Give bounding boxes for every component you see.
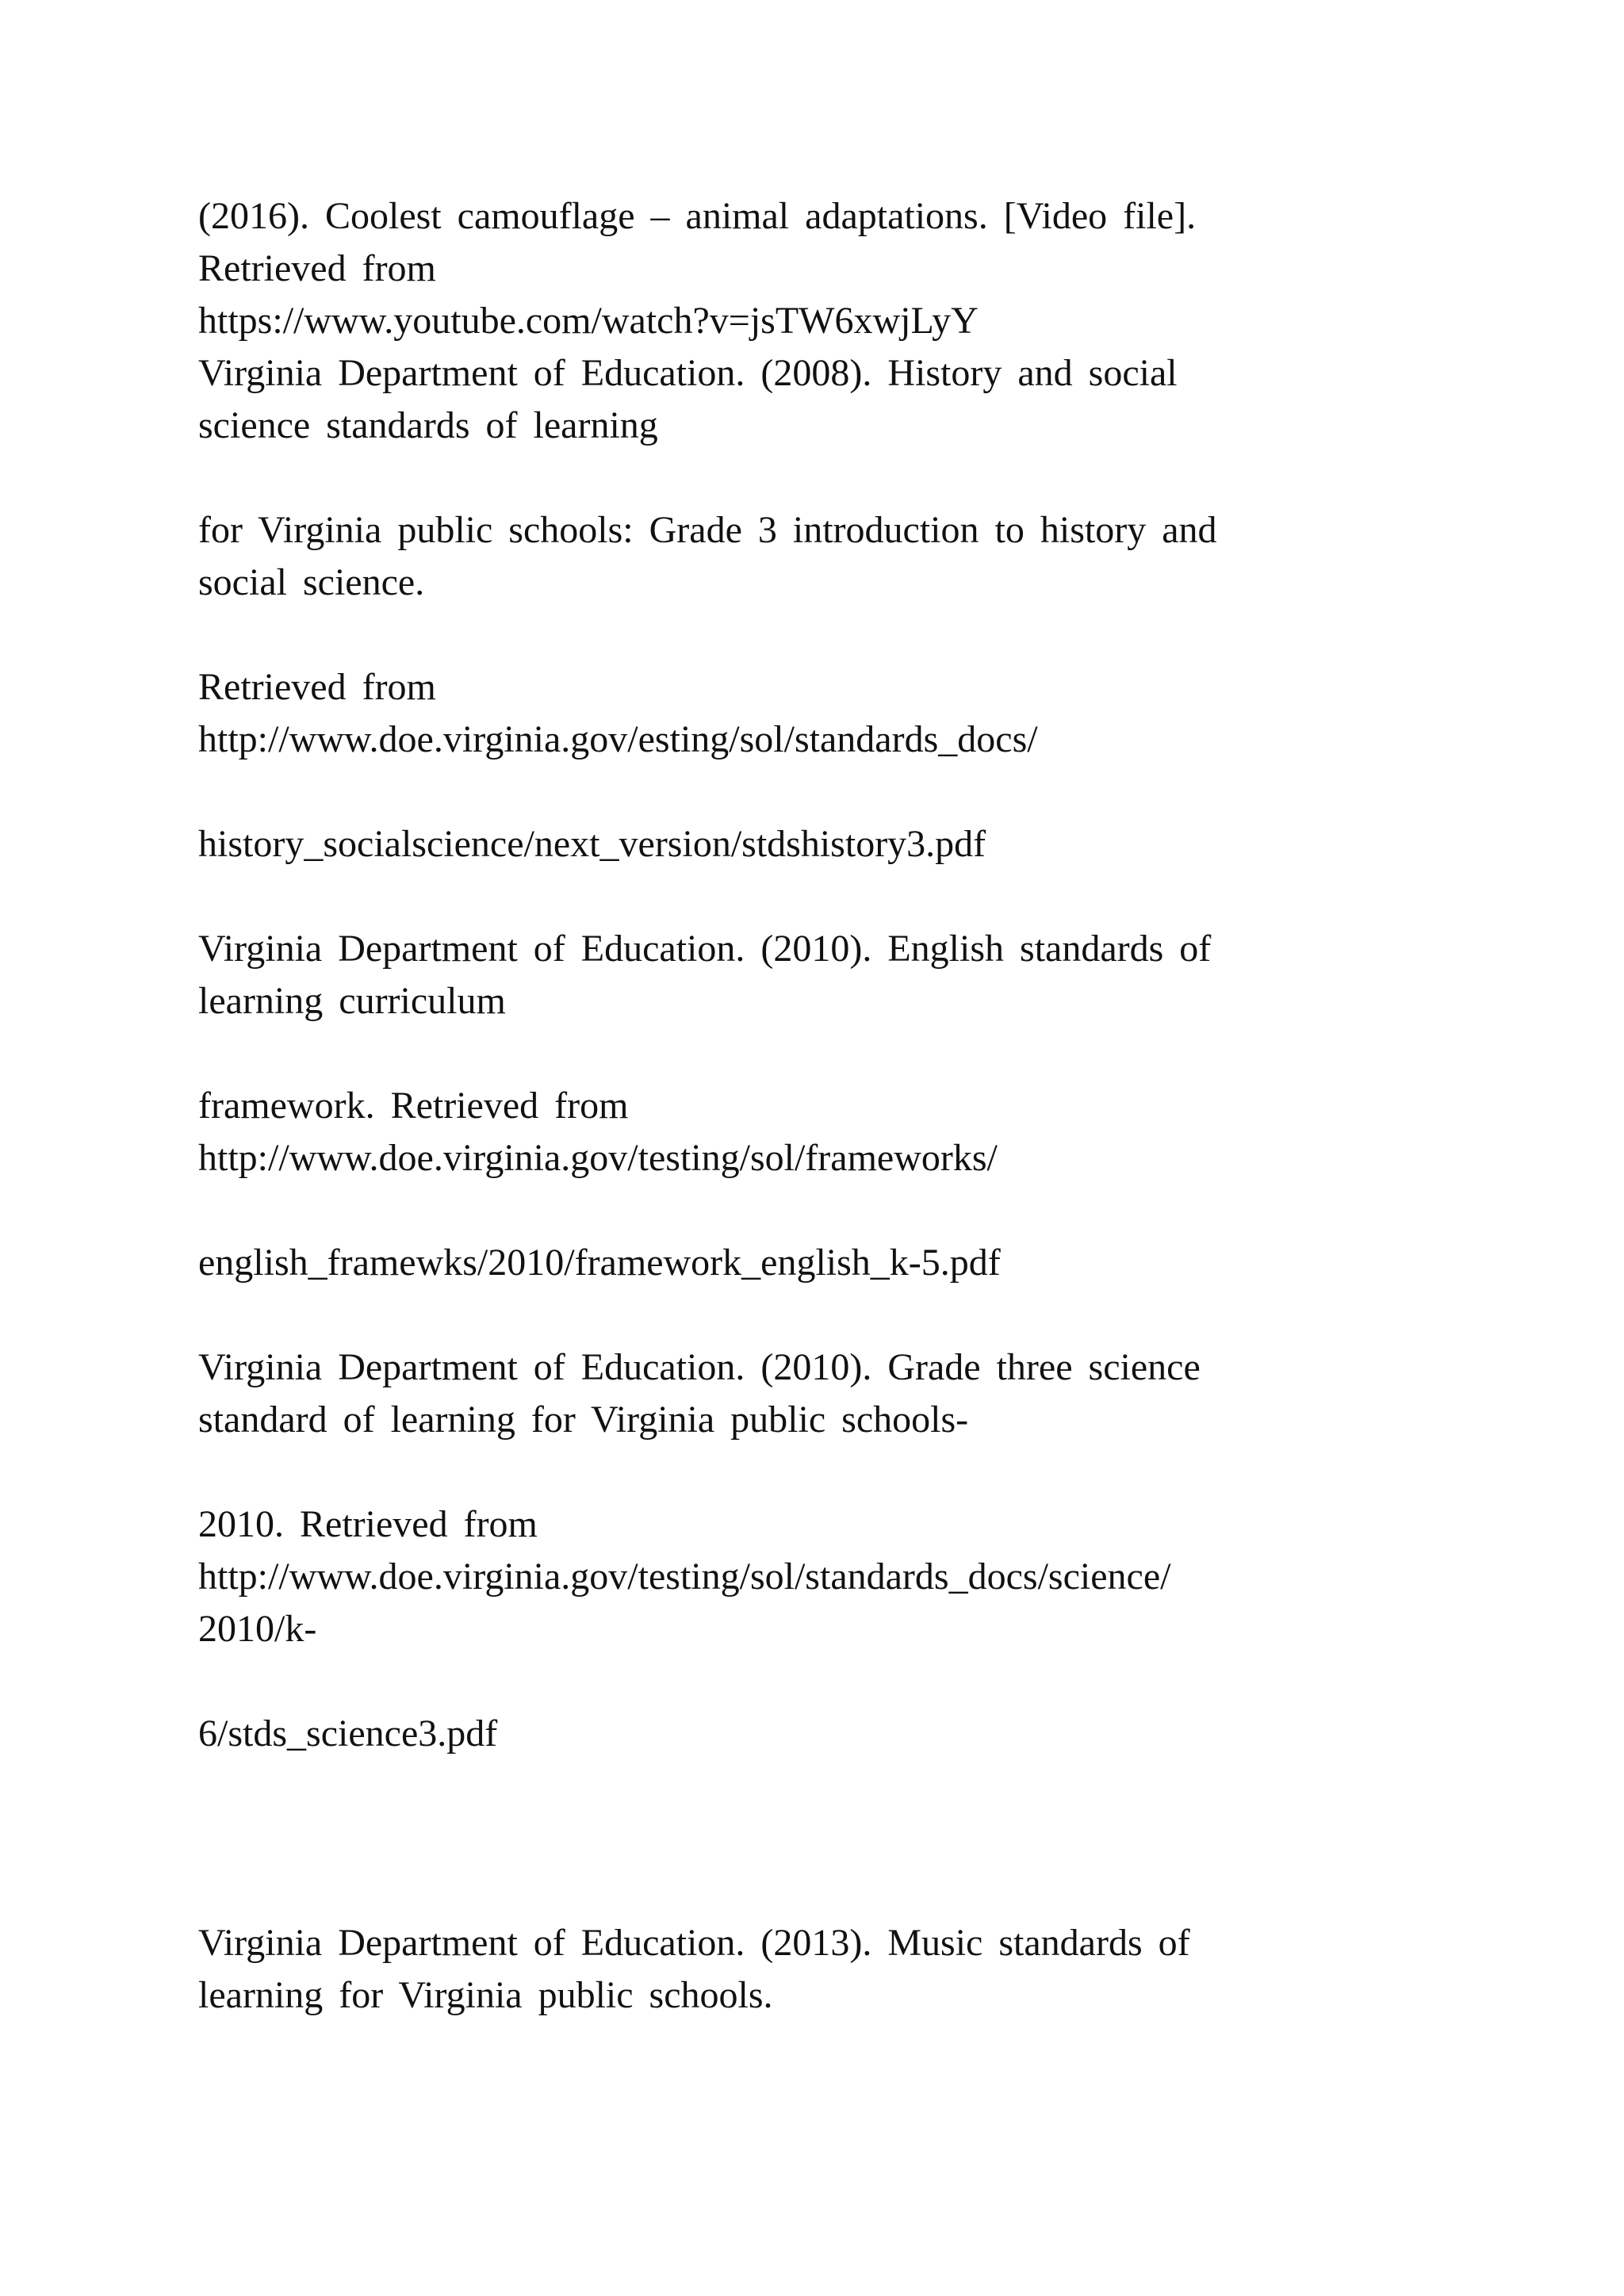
reference-line: science standards of learning bbox=[198, 404, 658, 446]
blank-space bbox=[198, 1760, 1499, 1917]
reference-url: history_socialscience/next_version/stdshistory3.pdf bbox=[198, 823, 986, 865]
reference-line: Retrieved from bbox=[198, 666, 436, 708]
blank-line bbox=[198, 1027, 1499, 1080]
reference-list bbox=[198, 190, 1499, 2022]
reference-url: http://www.doe.virginia.gov/testing/sol/frameworks/ bbox=[198, 1137, 998, 1179]
reference-url: 2010/k- bbox=[198, 1608, 317, 1650]
reference-line: framework. Retrieved from bbox=[198, 1085, 629, 1127]
reference-line: Virginia Department of Education. (2008). History and social bbox=[198, 352, 1178, 394]
reference-line: standard of learning for Virginia public schools- bbox=[198, 1399, 969, 1441]
reference-line: learning curriculum bbox=[198, 980, 506, 1022]
reference-line: social science. bbox=[198, 561, 425, 603]
reference-url: https://www.youtube.com/watch?v=jsTW6xwjLyY bbox=[198, 300, 979, 342]
reference-url: 6/stds_science3.pdf bbox=[198, 1712, 498, 1755]
reference-line: learning for Virginia public schools. bbox=[198, 1974, 773, 2016]
blank-line bbox=[198, 452, 1499, 504]
reference-url: http://www.doe.virginia.gov/esting/sol/standards_docs/ bbox=[198, 718, 1038, 760]
reference-line: for Virginia public schools: Grade 3 introduction to history and bbox=[198, 509, 1217, 551]
blank-line bbox=[198, 1446, 1499, 1498]
blank-line bbox=[198, 1184, 1499, 1237]
reference-url: http://www.doe.virginia.gov/testing/sol/standards_docs/science/ bbox=[198, 1556, 1171, 1598]
blank-line bbox=[198, 1289, 1499, 1341]
reference-line: 2010. Retrieved from bbox=[198, 1503, 538, 1545]
blank-line bbox=[198, 766, 1499, 818]
blank-line bbox=[198, 1655, 1499, 1708]
reference-line: Virginia Department of Education. (2010). English standards of bbox=[198, 928, 1212, 970]
reference-line: (2016). Coolest camouflage – animal adaptations. [Video file]. bbox=[198, 195, 1197, 237]
reference-line: Virginia Department of Education. (2010). Grade three science bbox=[198, 1346, 1201, 1388]
reference-line: Retrieved from bbox=[198, 247, 436, 289]
reference-line: Virginia Department of Education. (2013). Music standards of bbox=[198, 1922, 1190, 1964]
reference-url: english_framewks/2010/framework_english_k-5.pdf bbox=[198, 1242, 1001, 1284]
blank-line bbox=[198, 871, 1499, 923]
blank-line bbox=[198, 609, 1499, 661]
